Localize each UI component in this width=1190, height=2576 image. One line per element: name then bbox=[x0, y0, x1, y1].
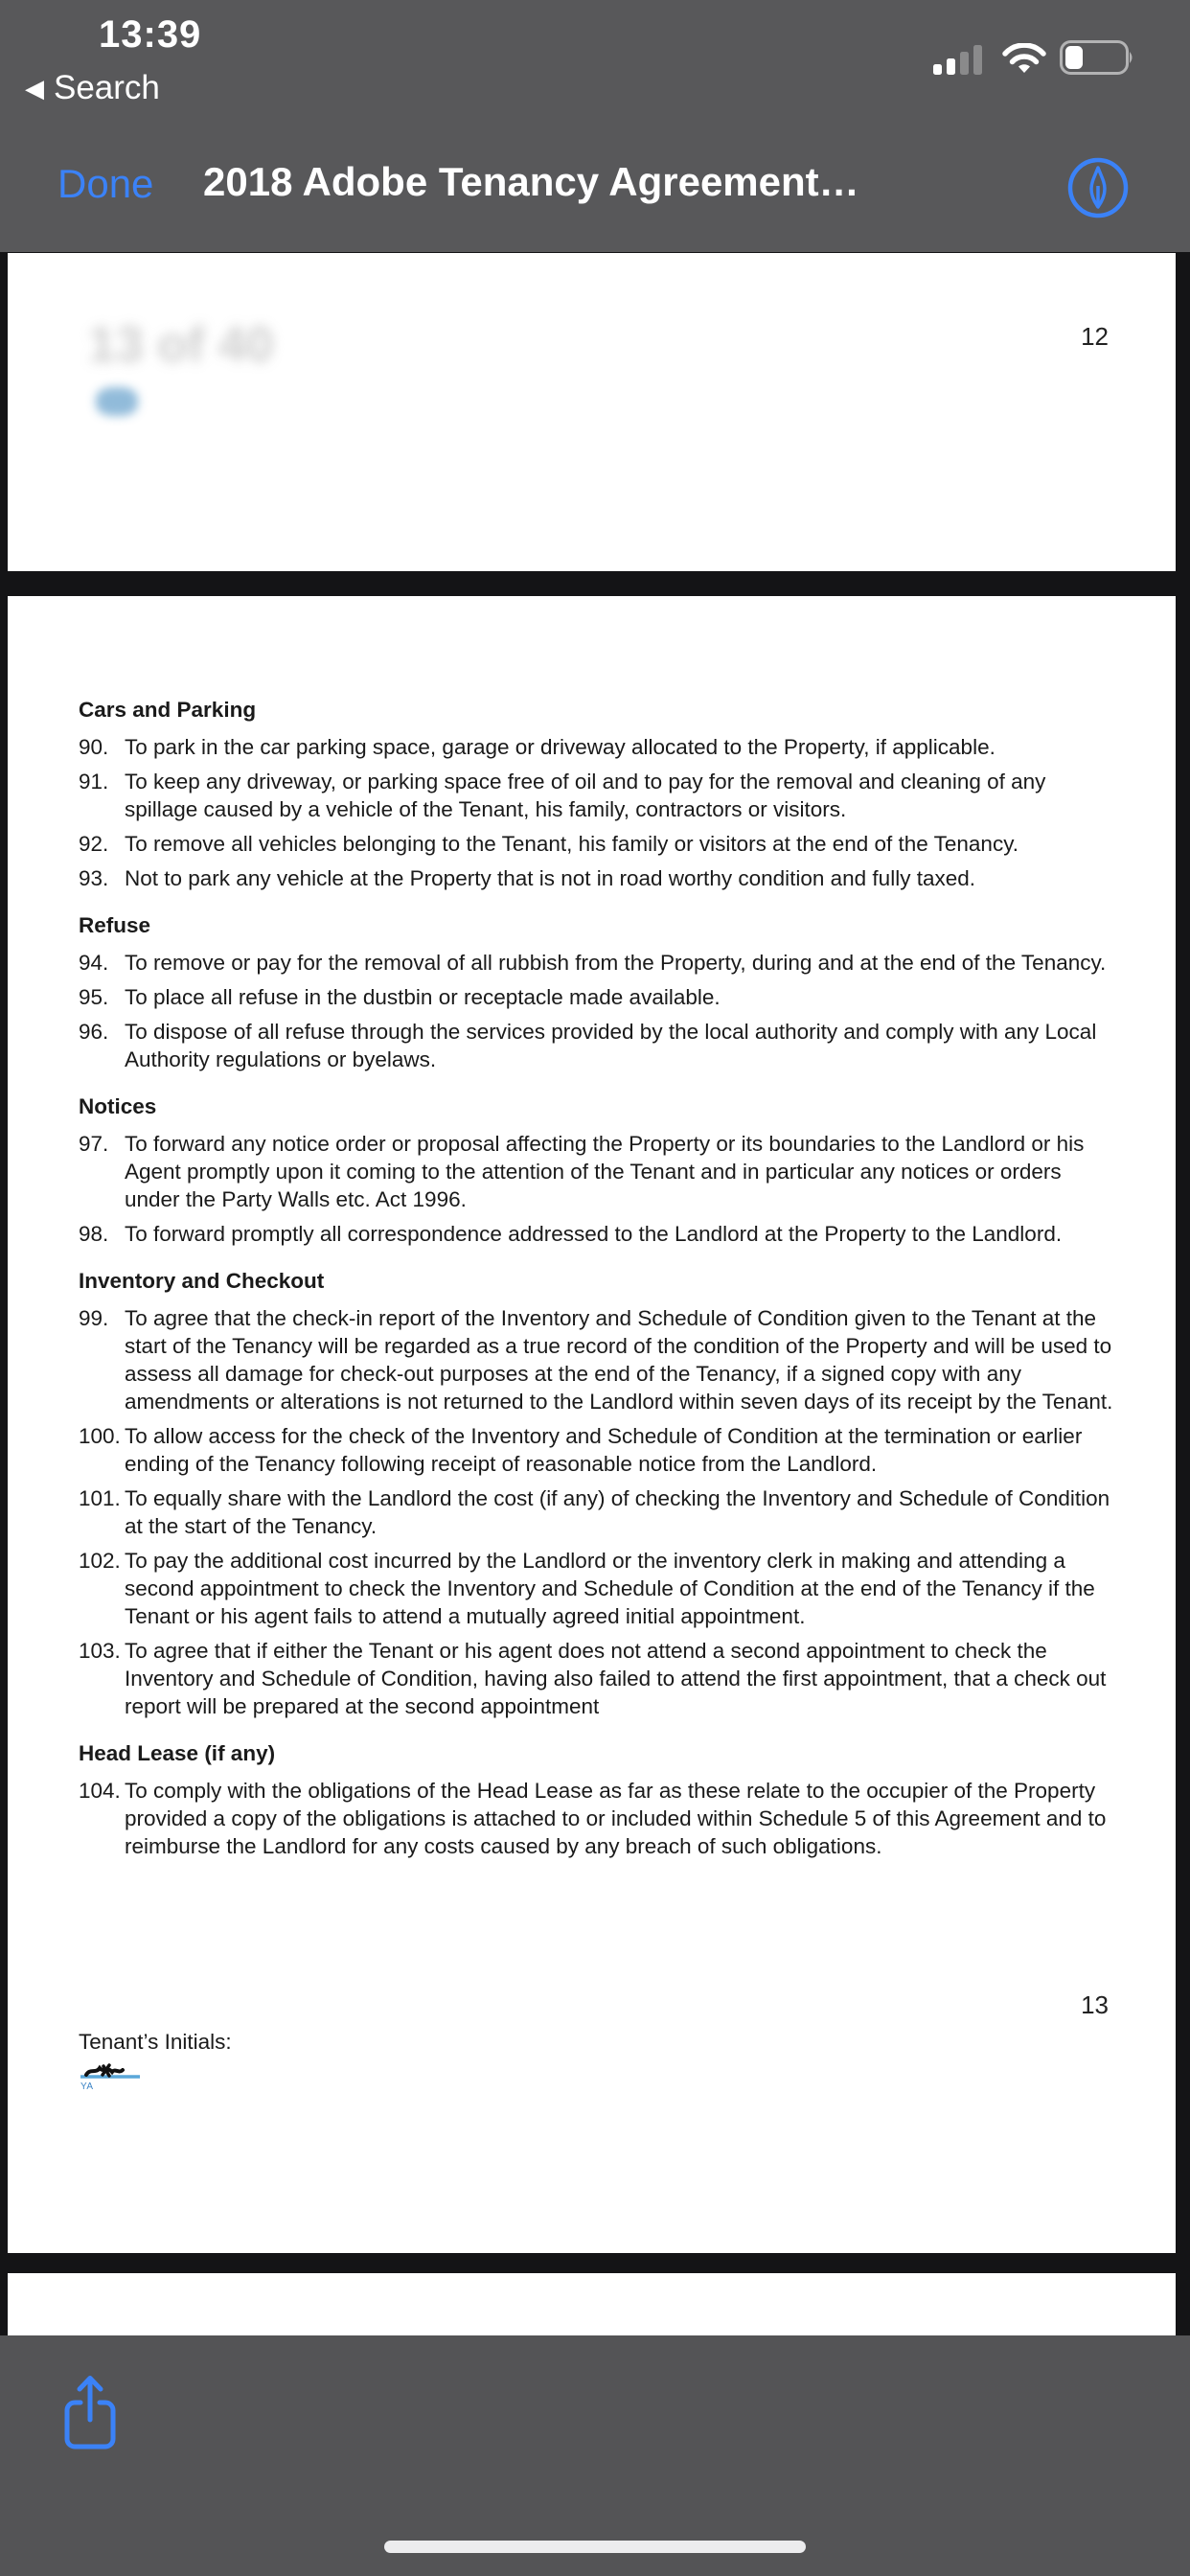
clause-number: 95. bbox=[79, 985, 109, 1009]
clause-number: 100. bbox=[79, 1424, 121, 1448]
tenant-initials-signature bbox=[80, 2060, 157, 2093]
clause-text: To comply with the obligations of the Head Lease as far as these relate to the occupier of the Property provided a copy of the obligations is attached to or included within Schedule 5 of this Agreement and to reimburse the Landlord for any costs caused by any breach of such obligations. bbox=[125, 1779, 1107, 1858]
clause-item bbox=[79, 983, 1119, 1011]
clause-item bbox=[79, 864, 1119, 892]
home-indicator[interactable] bbox=[384, 2541, 806, 2553]
clause-number: 91. bbox=[79, 770, 109, 794]
page-number-12: 12 bbox=[1081, 322, 1109, 351]
document-title: 2018 Adobe Tenancy Agreement… bbox=[203, 159, 859, 204]
clause-text: To place all refuse in the dustbin or receptacle made available. bbox=[125, 985, 721, 1009]
clause-number: 104. bbox=[79, 1779, 121, 1803]
clause-number: 96. bbox=[79, 1020, 109, 1044]
clause-text: To dispose of all refuse through the services provided by the local authority and comply with any Local Authority regulations or byelaws. bbox=[125, 1020, 1097, 1071]
back-label: Search bbox=[54, 69, 160, 106]
markup-button[interactable] bbox=[1065, 155, 1131, 220]
battery-icon bbox=[1060, 40, 1136, 80]
blurred-initials-blob bbox=[96, 387, 138, 416]
top-chrome-bar bbox=[0, 0, 1190, 252]
initials-text: YA bbox=[80, 2082, 94, 2092]
clause-item bbox=[79, 1304, 1119, 1415]
clause-number: 93. bbox=[79, 866, 109, 890]
clause-item bbox=[79, 1220, 1119, 1248]
clause-item bbox=[79, 1777, 1119, 1860]
clause-text: To agree that the check-in report of the Inventory and Schedule of Condition given to the Tenant at the start of the Tenancy will be regarded as a true record of the condition of the Property and will be used to assess all damage for check-out purposes at the end of the Tenancy, if a signed copy with any amendments or alterations is not returned to the Landlord within seven days of its receipt by the Tenant. bbox=[125, 1306, 1113, 1414]
clause-item bbox=[79, 830, 1119, 858]
clause-number: 94. bbox=[79, 951, 109, 975]
done-button[interactable]: Done bbox=[57, 161, 154, 206]
clause-item bbox=[79, 1484, 1119, 1540]
bottom-toolbar bbox=[0, 2335, 1190, 2576]
section-heading: Cars and Parking bbox=[79, 698, 257, 722]
clause-text: To forward any notice order or proposal affecting the Property or its boundaries to the Landlord or his Agent promptly upon it coming to the attention of the Tenant and in particular any notices or orders under the Party Walls etc. Act 1996. bbox=[125, 1132, 1085, 1211]
section-heading: Refuse bbox=[79, 913, 151, 937]
section-heading: Notices bbox=[79, 1094, 157, 1118]
clause-text: To keep any driveway, or parking space free of oil and to pay for the removal and cleaning of any spillage caused by a vehicle of the Tenant, his family, contractors or visitors. bbox=[125, 770, 1046, 821]
clause-text: To remove all vehicles belonging to the Tenant, his family or visitors at the end of the Tenancy. bbox=[125, 832, 1019, 856]
clause-item bbox=[79, 768, 1119, 823]
clause-item bbox=[79, 1422, 1119, 1478]
document-sections bbox=[79, 596, 1119, 1867]
clause-text: To park in the car parking space, garage or driveway allocated to the Property, if applicable. bbox=[125, 735, 995, 759]
clause-number: 98. bbox=[79, 1222, 109, 1246]
pdf-page-14-fragment[interactable] bbox=[8, 2273, 1176, 2335]
clause-text: Not to park any vehicle at the Property that is not in road worthy condition and fully taxed. bbox=[125, 866, 975, 890]
signature-scribble-icon bbox=[80, 2060, 157, 2083]
clause-number: 102. bbox=[79, 1549, 121, 1573]
clause-item bbox=[79, 1547, 1119, 1630]
clause-item bbox=[79, 1637, 1119, 1720]
share-button[interactable] bbox=[59, 2374, 121, 2452]
status-time: 13:39 bbox=[99, 13, 202, 56]
tenants-initials-label: Tenant’s Initials: bbox=[79, 2030, 232, 2054]
clause-number: 97. bbox=[79, 1132, 109, 1156]
clause-number: 103. bbox=[79, 1639, 121, 1663]
section-heading: Inventory and Checkout bbox=[79, 1269, 325, 1293]
clause-item bbox=[79, 1018, 1119, 1073]
clause-number: 101. bbox=[79, 1486, 121, 1510]
clause-text: To forward promptly all correspondence addressed to the Landlord at the Property to the Landlord. bbox=[125, 1222, 1063, 1246]
clause-text: To remove or pay for the removal of all rubbish from the Property, during and at the end of the Tenancy. bbox=[125, 951, 1107, 975]
wifi-icon bbox=[1002, 43, 1046, 80]
share-icon bbox=[59, 2374, 121, 2452]
clause-number: 99. bbox=[79, 1306, 109, 1330]
clause-text: To allow access for the check of the Inventory and Schedule of Condition at the termination or earlier ending of the Tenancy following receipt of reasonable notice from the Landlord. bbox=[125, 1424, 1083, 1476]
status-icons bbox=[933, 40, 1136, 80]
pdf-page-13[interactable] bbox=[8, 596, 1176, 2253]
pdf-page-12-fragment[interactable] bbox=[8, 253, 1176, 571]
back-to-search-button[interactable] bbox=[25, 69, 160, 107]
clause-item bbox=[79, 949, 1119, 977]
page-number-13: 13 bbox=[1081, 1990, 1109, 2019]
clause-item bbox=[79, 1130, 1119, 1213]
clause-text: To equally share with the Landlord the cost (if any) of checking the Inventory and Schedule of Condition at the start of the Tenancy. bbox=[125, 1486, 1110, 1538]
clause-text: To pay the additional cost incurred by the Landlord or the inventory clerk in making and attending a second appointment to check the Inventory and Schedule of Condition at the end of the Tenancy if the Tenant or his agent fails to attend a mutually agreed initial appointment. bbox=[125, 1549, 1095, 1628]
markup-pen-icon bbox=[1065, 155, 1131, 220]
clause-number: 90. bbox=[79, 735, 109, 759]
signal-strength-icon bbox=[933, 44, 989, 80]
clause-text: To agree that if either the Tenant or his agent does not attend a second appointment to check the Inventory and Schedule of Condition, having also failed to attend the first appointment, that a check out report will be prepared at the second appointment bbox=[125, 1639, 1107, 1718]
clause-item bbox=[79, 733, 1119, 761]
clause-number: 92. bbox=[79, 832, 109, 856]
back-icon: ◀ bbox=[25, 73, 44, 103]
section-heading: Head Lease (if any) bbox=[79, 1741, 276, 1765]
blurred-ghost-text: 13 of 40 bbox=[88, 317, 274, 373]
